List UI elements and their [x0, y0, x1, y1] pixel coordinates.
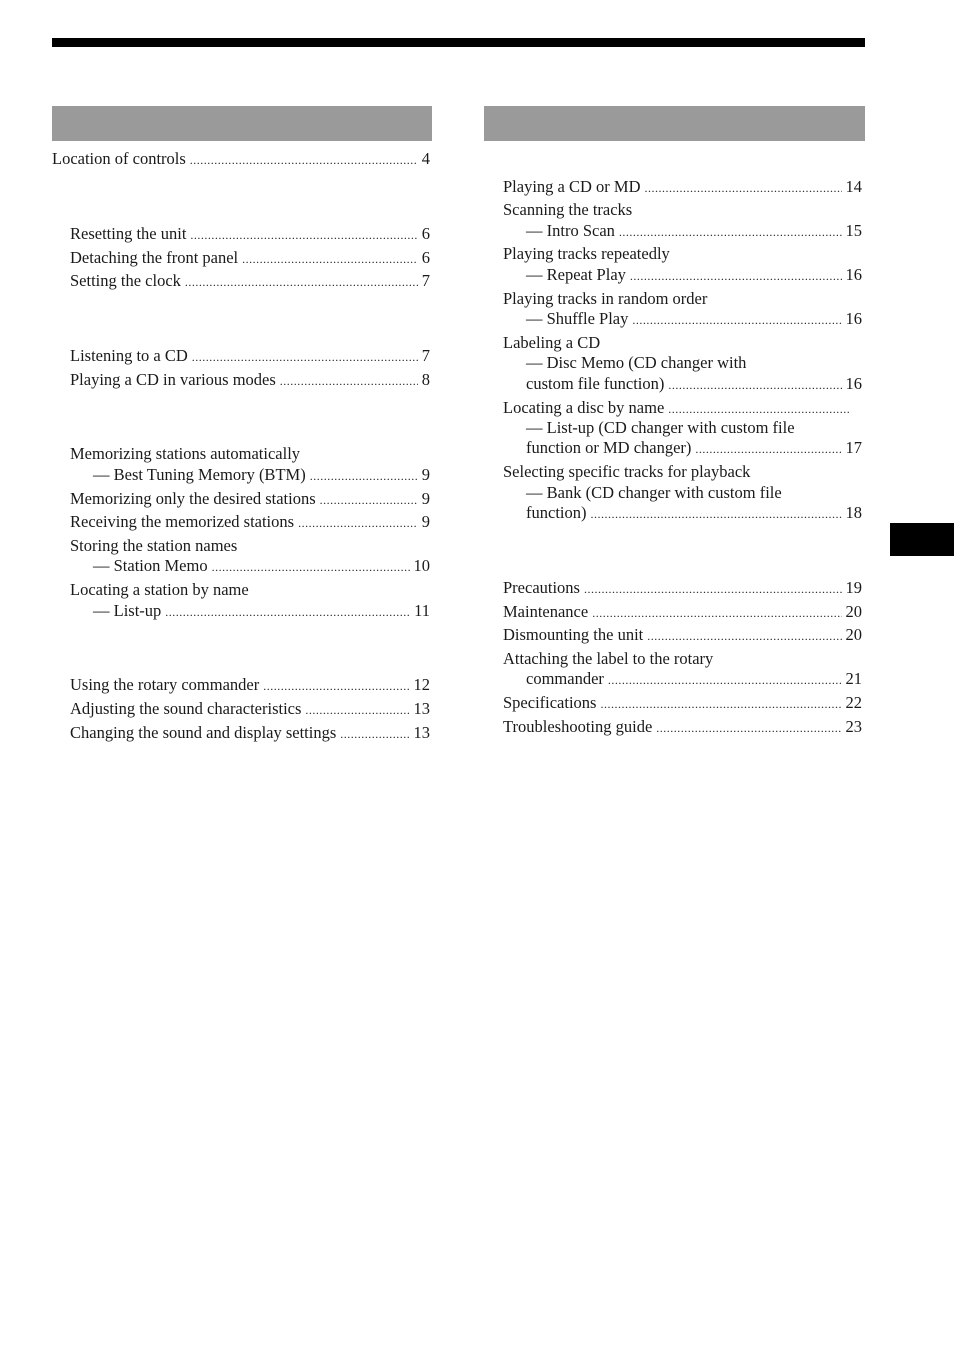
leader-dots: [656, 718, 841, 738]
toc-entry-subtitle: — Shuffle Play: [526, 309, 629, 328]
toc-entry[interactable]: [70, 723, 430, 744]
toc-entry-title: Playing tracks repeatedly: [503, 244, 670, 263]
toc-entry-title: Locating a disc by name: [503, 398, 665, 417]
leader-dots: [619, 222, 842, 242]
toc-entry-continuation: [526, 483, 782, 503]
leader-dots: [647, 626, 841, 646]
toc-entry[interactable]: [70, 512, 430, 533]
leader-dots: [192, 347, 418, 367]
toc-entry-subtitle: — Intro Scan: [526, 221, 615, 240]
toc-entry-page: 13: [413, 699, 430, 718]
toc-entry-page: 7: [421, 346, 430, 365]
toc-entry-subtitle: — Station Memo: [93, 556, 208, 575]
toc-entry-heading[interactable]: [503, 462, 750, 482]
toc-entry-page: 22: [845, 693, 862, 712]
toc-entry-title: Troubleshooting guide: [503, 717, 653, 736]
toc-entry[interactable]: [526, 309, 862, 330]
toc-entry[interactable]: [503, 717, 862, 738]
toc-entry[interactable]: [70, 675, 430, 696]
toc-entry-page: 9: [421, 512, 430, 531]
leader-dots: [242, 249, 418, 269]
toc-entry-subtitle: commander: [526, 669, 604, 688]
leader-dots: [645, 178, 842, 198]
toc-entry[interactable]: [70, 248, 430, 269]
toc-entry[interactable]: [526, 669, 862, 690]
toc-entry-title: Storing the station names: [70, 536, 238, 555]
toc-entry-page: 20: [845, 625, 862, 644]
leader-dots: [320, 490, 418, 510]
toc-entry-subtitle: function or MD changer): [526, 438, 692, 457]
leader-dots: [185, 272, 418, 292]
toc-entry-page: 23: [845, 717, 862, 736]
toc-entry-heading[interactable]: [70, 444, 300, 464]
toc-entry-page: 9: [421, 489, 430, 508]
leader-dots: [630, 266, 842, 286]
toc-entry-page: 11: [414, 601, 430, 620]
toc-entry-title: Labeling a CD: [503, 333, 601, 352]
leader-dots: [668, 399, 851, 419]
toc-entry[interactable]: [526, 503, 862, 524]
leader-dots: [608, 670, 842, 690]
toc-entry[interactable]: [503, 578, 862, 599]
leader-dots: [584, 579, 842, 599]
leader-dots: [668, 375, 841, 395]
toc-entry-title: Adjusting the sound characteristics: [70, 699, 302, 718]
toc-entry-title: Memorizing stations automatically: [70, 444, 301, 463]
toc-entry-page: 19: [845, 578, 862, 597]
toc-entry-heading[interactable]: [503, 200, 632, 220]
toc-entry-page: 10: [413, 556, 430, 575]
toc-entry-title: Resetting the unit: [70, 224, 187, 243]
header-rule: [52, 38, 865, 47]
toc-entry[interactable]: [70, 224, 430, 245]
leader-dots: [298, 513, 418, 533]
toc-entry-title: Scanning the tracks: [503, 200, 633, 219]
toc-entry-title: Attaching the label to the rotary: [503, 649, 714, 668]
toc-entry[interactable]: [70, 346, 430, 367]
toc-entry-page: 18: [845, 503, 862, 522]
toc-entry-title: Listening to a CD: [70, 346, 188, 365]
toc-entry[interactable]: [503, 602, 862, 623]
leader-dots: [280, 371, 418, 391]
leader-dots: [590, 504, 841, 524]
leader-dots: [165, 602, 410, 622]
toc-entry-page: 7: [421, 271, 430, 290]
toc-entry-subtitle: — List-up (CD changer with custom file: [526, 418, 795, 437]
leader-dots: [340, 724, 409, 744]
toc-entry-title: Playing a CD or MD: [503, 177, 641, 196]
toc-entry-page: 21: [845, 669, 862, 688]
toc-entry-subtitle: function): [526, 503, 587, 522]
toc-entry-heading[interactable]: [503, 649, 713, 669]
toc-entry-subtitle: custom file function): [526, 374, 665, 393]
leader-dots: [600, 694, 841, 714]
leader-dots: [305, 700, 409, 720]
leader-dots: [190, 225, 417, 245]
toc-entry-title: Locating a station by name: [70, 580, 249, 599]
leader-dots: [592, 603, 841, 623]
toc-entry-page: 6: [421, 224, 430, 243]
toc-entry-heading[interactable]: [503, 398, 855, 419]
toc-entry-heading[interactable]: [70, 580, 249, 600]
toc-entry[interactable]: [526, 438, 862, 459]
toc-entry-title: Selecting specific tracks for playback: [503, 462, 751, 481]
toc-entry[interactable]: [93, 601, 430, 622]
toc-entry[interactable]: [70, 489, 430, 510]
toc-entry-continuation: [526, 353, 746, 373]
toc-entry[interactable]: [526, 374, 862, 395]
toc-entry-title: Memorizing only the desired stations: [70, 489, 316, 508]
toc-entry-subtitle: — Best Tuning Memory (BTM): [93, 465, 306, 484]
toc-entry-subtitle: — Repeat Play: [526, 265, 626, 284]
toc-entry-title: Playing tracks in random order: [503, 289, 708, 308]
toc-entry[interactable]: [70, 699, 430, 720]
toc-entry-heading[interactable]: [503, 289, 707, 309]
thumb-index-tab: [890, 523, 954, 556]
toc-entry-page: 17: [845, 438, 862, 457]
toc-entry[interactable]: [503, 177, 862, 198]
toc-entry[interactable]: [526, 265, 862, 286]
toc-entry[interactable]: [526, 221, 862, 242]
left-section-band: [52, 106, 432, 141]
toc-entry-heading[interactable]: [503, 244, 670, 264]
toc-entry-page: 20: [845, 602, 862, 621]
toc-entry[interactable]: [93, 465, 430, 486]
leader-dots: [695, 439, 841, 459]
toc-entry-title: Receiving the memorized stations: [70, 512, 295, 531]
toc-entry-subtitle: — Disc Memo (CD changer with: [526, 353, 747, 372]
toc-entry-subtitle: — Bank (CD changer with custom file: [526, 483, 782, 502]
toc-entry[interactable]: [503, 693, 862, 714]
toc-entry-page: 14: [845, 177, 862, 196]
leader-dots: [190, 150, 418, 170]
toc-entry-page: 16: [845, 309, 862, 328]
toc-entry-page: 12: [413, 675, 430, 694]
toc-entry-title: Changing the sound and display settings: [70, 723, 337, 742]
toc-entry-title: Setting the clock: [70, 271, 181, 290]
toc-entry-page: 9: [421, 465, 430, 484]
toc-entry[interactable]: [503, 625, 862, 646]
toc-entry-page: 13: [413, 723, 430, 742]
toc-entry[interactable]: [70, 271, 430, 292]
toc-entry-title: Maintenance: [503, 602, 589, 621]
toc-entry-page: 4: [421, 149, 430, 168]
toc-entry-title: Using the rotary commander: [70, 675, 260, 694]
right-section-band: [484, 106, 865, 141]
toc-entry-title: Playing a CD in various modes: [70, 370, 276, 389]
toc-entry-page: 16: [845, 374, 862, 393]
leader-dots: [310, 466, 418, 486]
toc-entry-title: Specifications: [503, 693, 597, 712]
toc-entry-page: 8: [421, 370, 430, 389]
toc-entry-title: Precautions: [503, 578, 580, 597]
toc-entry-heading[interactable]: [503, 333, 600, 353]
toc-entry-subtitle: — List-up: [93, 601, 162, 620]
toc-entry[interactable]: [93, 556, 430, 577]
toc-entry-heading[interactable]: [70, 536, 237, 556]
toc-entry-page: 16: [845, 265, 862, 284]
toc-entry-page: 15: [845, 221, 862, 240]
toc-entry-continuation: [526, 418, 795, 438]
leader-dots: [632, 310, 841, 330]
toc-entry-title: Location of controls: [52, 149, 186, 168]
toc-entry-title: Dismounting the unit: [503, 625, 644, 644]
leader-dots: [263, 676, 409, 696]
leader-dots: [212, 557, 410, 577]
toc-entry-title: Detaching the front panel: [70, 248, 239, 267]
toc-entry-page: 6: [421, 248, 430, 267]
toc-entry[interactable]: [70, 370, 430, 391]
toc-entry[interactable]: [52, 149, 430, 170]
